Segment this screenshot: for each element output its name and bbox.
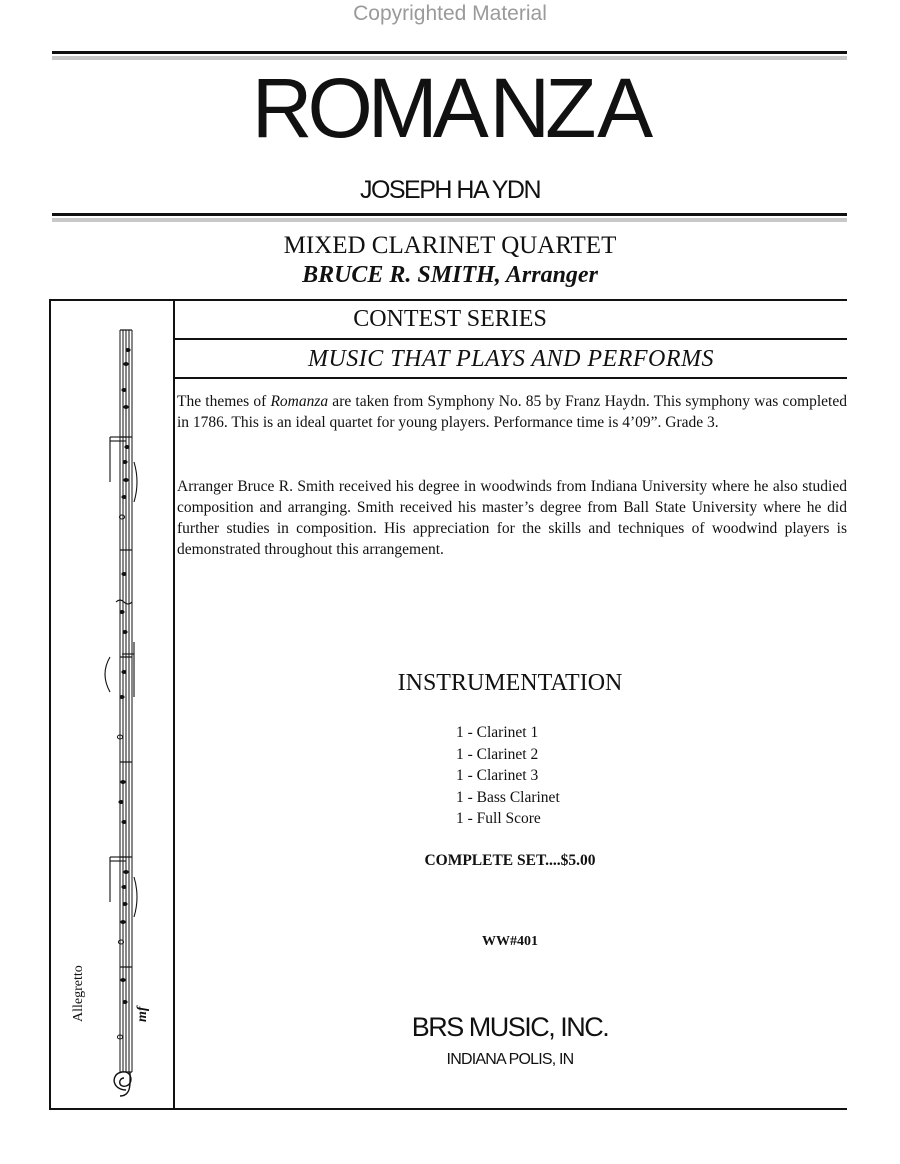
series-label: CONTEST SERIES xyxy=(353,306,547,332)
sheet-music-excerpt-image xyxy=(60,312,170,1102)
instrument-item: 1 - Bass Clarinet xyxy=(456,788,560,806)
tempo-marking: Allegretto xyxy=(71,965,86,1022)
top-rule xyxy=(52,51,847,54)
series-tagline: MUSIC THAT PLAYS AND PERFORMS xyxy=(307,346,715,372)
description-paragraph-1: The themes of Romanza are taken from Symphony No. 85 by Franz Haydn. This symphony was completed in 1786. This is an ideal quartet for young players. Performance time is 4’09”. Grade 3. xyxy=(177,393,847,431)
series-rule xyxy=(175,338,847,340)
mid-rule xyxy=(52,213,847,216)
instrumentation-list xyxy=(456,722,560,830)
top-rule-shadow xyxy=(52,56,847,60)
instrument-item: 1 - Clarinet 3 xyxy=(456,767,539,784)
treble-clef-icon xyxy=(114,1072,131,1096)
ensemble-subtitle: MIXED CLARINET QUARTET xyxy=(283,232,617,259)
description-paragraph-2: Arranger Bruce R. Smith received his degree in woodwinds from Indiana University where he also studied composition and arranging. Smith received his master’s degree from Ball State University where he did further studies in composition. His appreciation for the skills and techniques of woodwind players is demonstrated throughout this arrangement. xyxy=(177,478,847,558)
tagline-rule xyxy=(175,377,847,379)
instrument-item: 1 - Full Score xyxy=(456,810,541,827)
mid-rule-shadow xyxy=(52,218,847,222)
dynamic-marking: mf xyxy=(135,1006,150,1022)
instrument-item: 1 - Clarinet 2 xyxy=(456,745,539,763)
instrument-item: 1 - Clarinet 1 xyxy=(456,724,539,741)
publisher-city: INDIANA POLIS, IN xyxy=(446,1051,574,1068)
set-price: COMPLETE SET....$5.00 xyxy=(424,852,596,869)
page-title: ROMA NZ A xyxy=(251,61,649,155)
copyright-watermark: Copyrighted Material xyxy=(353,2,547,25)
publisher-name: BRS MUSIC, INC. xyxy=(411,1012,609,1042)
instrumentation-heading: INSTRUMENTATION xyxy=(397,670,623,696)
composer-name: JOSEPH HA YDN xyxy=(359,176,541,204)
arranger-credit: BRUCE R. SMITH, Arranger xyxy=(302,262,598,288)
catalog-number: WW#401 xyxy=(482,934,538,949)
frame-divider xyxy=(173,299,175,1110)
